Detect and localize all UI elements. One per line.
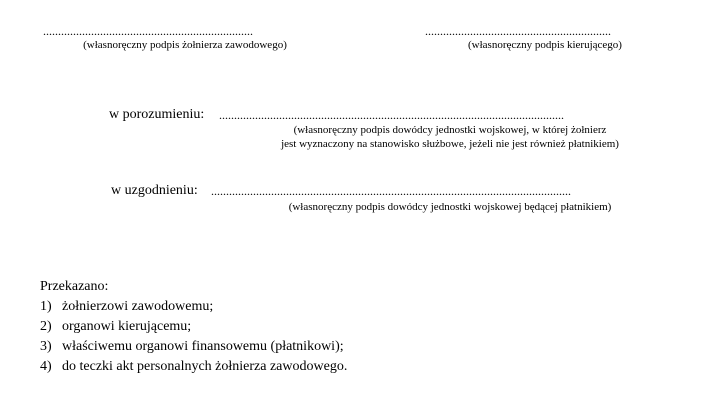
handover-item bbox=[40, 338, 344, 356]
handover-item-number: 4) bbox=[40, 359, 52, 374]
supervisor-signature-line: .............................................................. bbox=[425, 24, 611, 38]
handover-item-text: organowi kierującemu; bbox=[62, 319, 192, 334]
handover-item-number: 1) bbox=[40, 299, 52, 314]
handover-item-number: 2) bbox=[40, 319, 52, 334]
supervisor-signature-caption: (własnoręczny podpis kierującego) bbox=[468, 39, 622, 51]
agreement-caption-line2: jest wyznaczony na stanowisko służbowe, jeżeli nie jest również płatnikiem) bbox=[281, 138, 619, 150]
agreement-label: w porozumieniu: bbox=[109, 107, 205, 122]
handover-title: Przekazano: bbox=[40, 279, 109, 294]
handover-item-number: 3) bbox=[40, 339, 52, 354]
handover-item bbox=[40, 298, 213, 316]
agreement-signature-line: ................................................................................................................... bbox=[219, 108, 564, 122]
soldier-signature-line: ...................................................................... bbox=[43, 24, 253, 38]
soldier-signature-caption: (własnoręczny podpis żołnierza zawodowego) bbox=[83, 39, 287, 51]
approval-caption: (własnoręczny podpis dowódcy jednostki wojskowej będącej płatnikiem) bbox=[288, 201, 612, 213]
approval-signature-line: ........................................................................................................................ bbox=[211, 184, 571, 198]
handover-item-text: do teczki akt personalnych żołnierza zawodowego. bbox=[62, 359, 348, 374]
handover-item-text: żołnierzowi zawodowemu; bbox=[62, 299, 214, 314]
handover-item bbox=[40, 318, 191, 336]
agreement-caption-line1: (własnoręczny podpis dowódcy jednostki wojskowej, w której żołnierz bbox=[293, 124, 607, 136]
handover-item bbox=[40, 358, 347, 376]
approval-label: w uzgodnieniu: bbox=[111, 183, 198, 198]
handover-item-text: właściwemu organowi finansowemu (płatnikowi); bbox=[62, 339, 344, 354]
